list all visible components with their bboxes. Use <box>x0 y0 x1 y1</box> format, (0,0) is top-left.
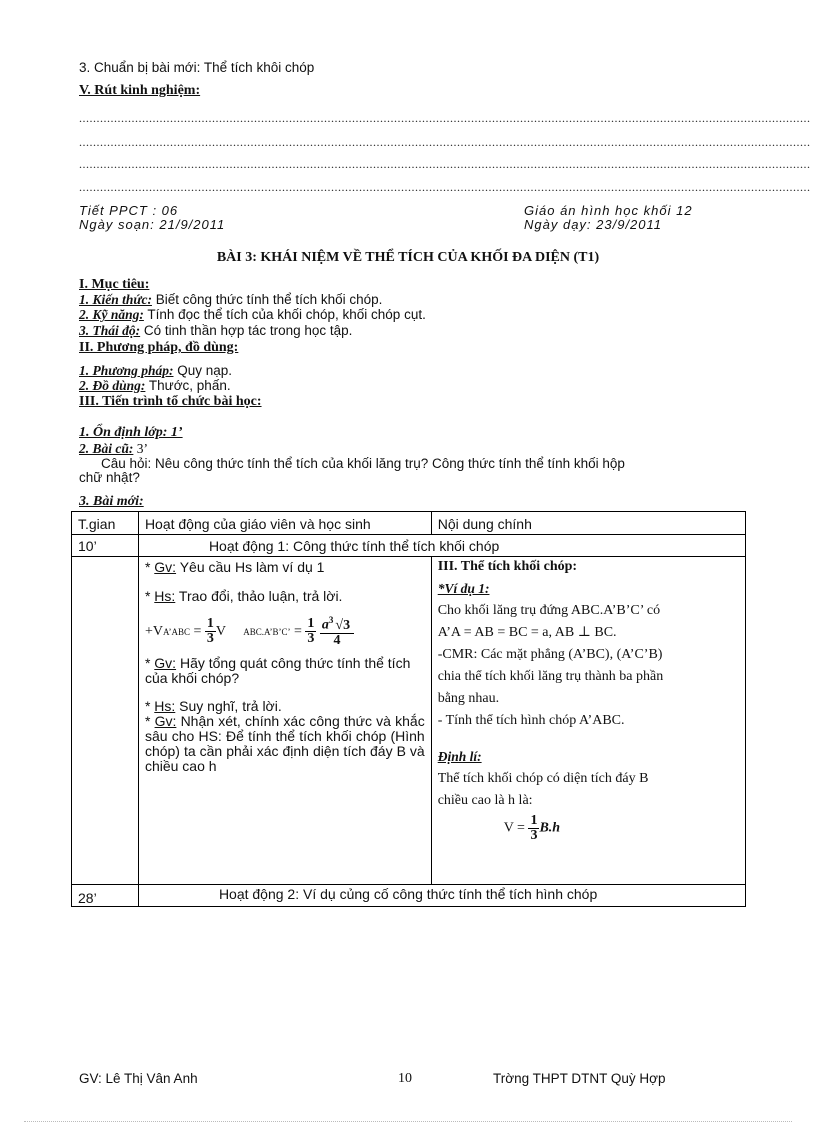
header-activity: Hoạt động của giáo viên và học sinh <box>138 512 431 535</box>
formula-sub: A’ABC <box>162 627 190 638</box>
objective-attitude <box>79 323 352 339</box>
lesson-number: Tiết PPCT : 06 <box>79 203 179 218</box>
hs1-line: * Hs: Trao đổi, thảo luận, trả lời. <box>144 588 343 604</box>
question-line-2: chữ nhật? <box>79 470 140 485</box>
process-heading: III. Tiến trình tổ chức bài học: <box>79 394 262 409</box>
formula-tail: V <box>215 624 226 640</box>
gv2-text: Hãy tổng quát công thức tính thể tích của khối chóp? <box>144 655 411 686</box>
example-label: *Ví dụ 1: <box>437 581 490 596</box>
tools-line <box>79 378 231 394</box>
theorem-line-1: Thể tích khối chóp có diện tích đáy B <box>437 771 649 786</box>
table-header-row <box>72 512 746 535</box>
page-title: BÀI 3: KHÁI NIỆM VỀ THỂ TÍCH CỦA KHỐI ĐA DIỆN (T1) <box>216 250 600 265</box>
hs1-text: Trao đổi, thảo luận, trả lời. <box>178 588 343 604</box>
header-time: T.gian <box>72 512 139 535</box>
teach-date: Ngày dạy: 23/9/2011 <box>524 217 663 232</box>
gv1-text: Yêu cầu Hs làm ví dụ 1 <box>179 559 325 575</box>
content-line-2: A’A = AB = BC = a, AB ⊥ BC. <box>437 625 617 640</box>
tools-label: 2. Đồ dùng: <box>79 378 146 393</box>
formula-fraction-volume <box>320 616 354 648</box>
gv1-line: * Gv: Yêu cầu Hs làm ví dụ 1 <box>144 559 325 575</box>
objective-knowledge <box>79 292 382 308</box>
skill-label: 2. Kỹ năng: <box>79 307 144 322</box>
v-num: 1 <box>530 813 538 828</box>
v-fraction <box>528 814 539 843</box>
content-line-3: -CMR: Các mặt phẳng (A’BC), (A’C’B) <box>437 647 663 662</box>
volume-pow: 3 <box>328 615 334 625</box>
activity-2-title-row <box>72 885 746 907</box>
tools-text: Thước, phấn. <box>148 378 231 393</box>
step-2 <box>79 441 148 457</box>
third-num: 1 <box>307 616 315 632</box>
method-label: 1. Phương pháp: <box>79 363 174 378</box>
content-line-1: Cho khối lăng trụ đứng ABC.A’B’C’ có <box>437 603 661 618</box>
v-label: V = <box>503 820 525 836</box>
hs2-text: Suy nghĩ, trả lời. <box>179 698 282 714</box>
hs1-label: Hs: <box>154 588 176 604</box>
methods-heading: II. Phương pháp, đồ dùng: <box>79 340 239 355</box>
activity-1-title-row <box>72 535 746 557</box>
row2-time: 28’ <box>72 885 139 907</box>
objectives-heading: I. Mục tiêu: <box>79 277 150 292</box>
lesson-table <box>71 511 746 907</box>
footer-page-number: 10 <box>398 1071 412 1086</box>
gv2-label: Gv: <box>154 655 177 671</box>
example-formula <box>145 616 425 656</box>
content-line-6: - Tính thể tích hình chóp A’ABC. <box>437 713 625 728</box>
v-den: 3 <box>530 828 538 843</box>
fraction-num: 1 <box>206 616 214 632</box>
step-2-label: 2. Bài cũ: <box>79 441 134 456</box>
gv3-text: Nhận xét, chính xác công thức và khắc sâu cho HS: Để tính thể tích khối chóp (Hình chóp) ta cần phải xác định diện tích đáy B và chiều cao h <box>144 713 425 774</box>
step-3: 3. Bài mới: <box>79 494 144 509</box>
knowledge-label: 1. Kiến thức: <box>79 292 152 307</box>
activity-left-cell <box>138 557 431 885</box>
skill-text: Tính đọc thể tích của khối chóp, khối chóp cụt. <box>147 307 426 322</box>
formula-fraction <box>205 617 216 646</box>
method-line <box>79 363 232 379</box>
formula-v: +V <box>144 624 163 640</box>
footer-teacher: GV: Lê Thị Vân Anh <box>79 1071 198 1086</box>
formula-eq2: = <box>294 624 302 640</box>
theorem-label: Định lí: <box>437 749 482 764</box>
dot-line: ................................................................................................................................................................................................................. <box>79 157 811 171</box>
gv2-line: * Gv: Hãy tổng quát công thức tính thể tích của khối chóp? <box>144 655 411 686</box>
row1-title: Hoạt động 1: Công thức tính thể tích khối chóp <box>138 535 745 557</box>
dot-line: ................................................................................................................................................................................................................. <box>79 180 811 194</box>
objective-skill <box>79 307 426 323</box>
question-line-1: Câu hỏi: Nêu công thức tính thể tích của khối lăng trụ? Công thức tính thể tính khối hộp <box>101 456 625 471</box>
row1-time: 10’ <box>72 535 139 557</box>
volume-root: √3 <box>335 617 351 633</box>
attitude-text: Có tinh thần hợp tác trong học tập. <box>143 323 353 338</box>
gv1-label: Gv: <box>154 559 177 575</box>
method-text: Quy nạp. <box>177 363 233 378</box>
subject-label: Giáo án hình học khối 12 <box>524 203 693 218</box>
row1-time-empty <box>72 557 139 885</box>
header-content: Nội dung chính <box>431 512 745 535</box>
gv3-line: * Gv: Nhận xét, chính xác công thức và khắc sâu cho HS: Để tính thể tích khối chóp (Hình chóp) ta cần phải xác định diện tích đáy B và chiều cao h <box>144 713 425 774</box>
fraction-den: 3 <box>206 631 214 647</box>
prep-line: 3. Chuẩn bị bài mới: Thể tích khôi chóp <box>79 60 315 75</box>
volume-a: a <box>321 617 329 633</box>
hs2-line: * Hs: Suy nghĩ, trả lời. <box>144 698 282 714</box>
content-line-5: bằng nhau. <box>437 691 500 706</box>
plan-date: Ngày soạn: 21/9/2011 <box>79 217 226 232</box>
activity-1-body-row <box>72 557 746 885</box>
theorem-line-2: chiều cao là h là: <box>437 793 533 808</box>
footer-school: Trờng THPT DTNT Quỳ Hợp <box>493 1071 666 1086</box>
step-2-time: 3’ <box>136 441 149 456</box>
content-heading: III. Thể tích khối chóp: <box>437 559 578 574</box>
formula-eq: = <box>193 624 202 640</box>
row2-title: Hoạt động 2: Ví dụ củng cố công thức tính thể tích hình chóp <box>138 885 745 907</box>
dot-line: ................................................................................................................................................................................................................. <box>79 135 811 149</box>
theorem-formula <box>438 814 739 843</box>
v-tail: B.h <box>539 820 561 836</box>
attitude-label: 3. Thái độ: <box>79 323 141 338</box>
volume-den: 4 <box>333 632 341 648</box>
volume-num <box>320 616 354 634</box>
review-heading: V. Rút kinh nghiệm: <box>79 83 201 98</box>
knowledge-text: Biết công thức tính thể tích khối chóp. <box>155 292 383 307</box>
content-line-4: chia thể tích khối lăng trụ thành ba phần <box>437 669 664 684</box>
formula-sub2: ABC.A’B’C’ <box>243 627 291 638</box>
footer-divider <box>24 1121 792 1122</box>
step-1: 1. Ổn định lớp: 1’ <box>79 425 183 440</box>
content-right-cell <box>431 557 745 885</box>
hs2-label: Hs: <box>154 698 176 714</box>
dot-line: ................................................................................................................................................................................................................. <box>79 111 811 125</box>
formula-fraction-one-third <box>305 617 316 646</box>
gv3-label: Gv: <box>154 713 177 729</box>
third-den: 3 <box>307 631 315 647</box>
